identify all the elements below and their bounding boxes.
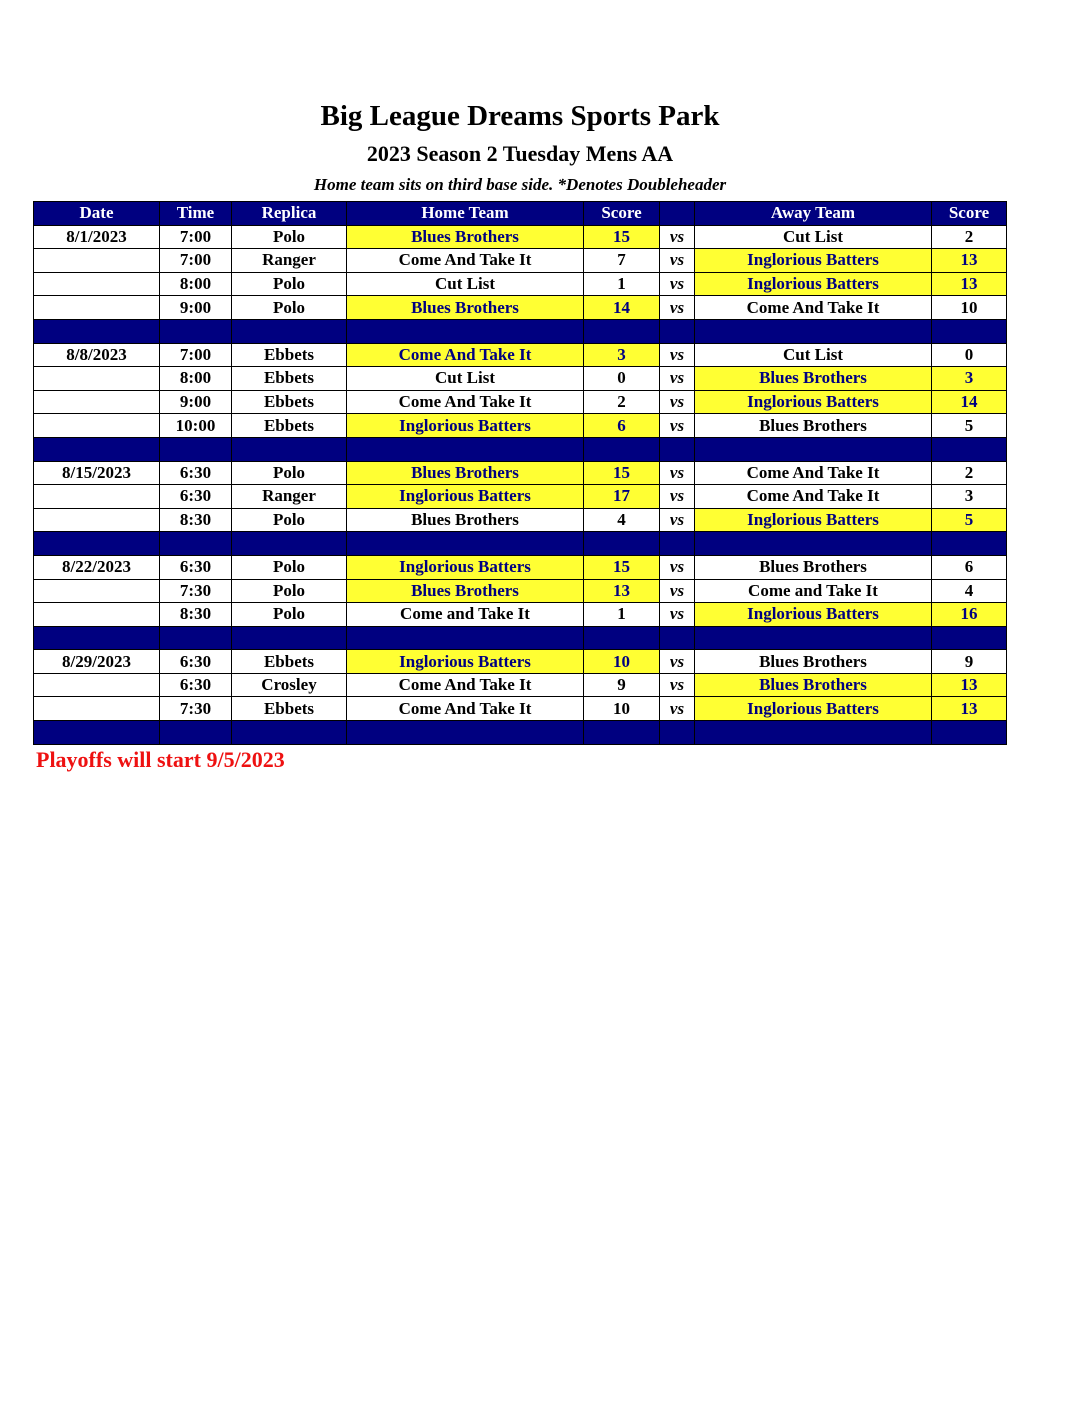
away-team: Inglorious Batters xyxy=(695,508,932,532)
home-team: Inglorious Batters xyxy=(347,414,584,438)
separator-cell xyxy=(584,437,660,461)
game-date xyxy=(34,673,160,697)
game-date xyxy=(34,579,160,603)
home-team: Blues Brothers xyxy=(347,461,584,485)
table-row xyxy=(34,225,1007,249)
game-date: 8/1/2023 xyxy=(34,225,160,249)
away-score: 10 xyxy=(932,296,1007,320)
separator-cell xyxy=(232,626,347,650)
away-team: Blues Brothers xyxy=(695,367,932,391)
home-team: Cut List xyxy=(347,367,584,391)
away-score: 6 xyxy=(932,555,1007,579)
separator-cell xyxy=(695,437,932,461)
game-time: 9:00 xyxy=(160,390,232,414)
away-team: Cut List xyxy=(695,343,932,367)
game-time: 7:30 xyxy=(160,697,232,721)
separator-cell xyxy=(347,626,584,650)
separator-cell xyxy=(932,721,1007,745)
schedule-note: Home team sits on third base side. *Denotes Doubleheader xyxy=(313,175,727,194)
table-row xyxy=(34,673,1007,697)
game-date: 8/29/2023 xyxy=(34,650,160,674)
week-separator-row xyxy=(34,319,1007,343)
game-field: Polo xyxy=(232,225,347,249)
separator-cell xyxy=(584,319,660,343)
table-row xyxy=(34,485,1007,509)
away-team: Inglorious Batters xyxy=(695,272,932,296)
game-field: Ebbets xyxy=(232,367,347,391)
separator-cell xyxy=(232,319,347,343)
game-time: 8:00 xyxy=(160,367,232,391)
home-team: Come And Take It xyxy=(347,673,584,697)
away-score: 13 xyxy=(932,272,1007,296)
away-score: 0 xyxy=(932,343,1007,367)
separator-cell xyxy=(347,437,584,461)
separator-cell xyxy=(34,532,160,556)
separator-cell xyxy=(347,319,584,343)
separator-cell xyxy=(660,721,695,745)
home-score: 6 xyxy=(584,414,660,438)
game-field: Ebbets xyxy=(232,343,347,367)
away-score: 2 xyxy=(932,461,1007,485)
game-date xyxy=(34,367,160,391)
home-score: 17 xyxy=(584,485,660,509)
table-row xyxy=(34,461,1007,485)
away-team: Inglorious Batters xyxy=(695,603,932,627)
page-title: Big League Dreams Sports Park xyxy=(320,100,720,132)
separator-cell xyxy=(347,721,584,745)
game-field: Ebbets xyxy=(232,390,347,414)
separator-cell xyxy=(232,437,347,461)
away-team: Blues Brothers xyxy=(695,414,932,438)
separator-cell xyxy=(584,532,660,556)
vs-label: vs xyxy=(660,650,695,674)
column-header-home-score: Score xyxy=(584,202,660,226)
home-team: Blues Brothers xyxy=(347,579,584,603)
game-field: Ranger xyxy=(232,485,347,509)
playoffs-notice: Playoffs will start 9/5/2023 xyxy=(36,747,285,772)
game-date xyxy=(34,414,160,438)
table-row xyxy=(34,367,1007,391)
vs-label: vs xyxy=(660,603,695,627)
week-separator-row xyxy=(34,532,1007,556)
away-team: Blues Brothers xyxy=(695,555,932,579)
game-date xyxy=(34,603,160,627)
column-header-away-team: Away Team xyxy=(695,202,932,226)
away-score: 2 xyxy=(932,225,1007,249)
game-time: 7:00 xyxy=(160,225,232,249)
separator-cell xyxy=(160,721,232,745)
game-date: 8/8/2023 xyxy=(34,343,160,367)
home-team: Come and Take It xyxy=(347,603,584,627)
vs-label: vs xyxy=(660,485,695,509)
vs-label: vs xyxy=(660,555,695,579)
game-field: Polo xyxy=(232,579,347,603)
away-team: Inglorious Batters xyxy=(695,249,932,273)
separator-cell xyxy=(584,626,660,650)
away-team: Come And Take It xyxy=(695,461,932,485)
game-date: 8/22/2023 xyxy=(34,555,160,579)
page-subtitle: 2023 Season 2 Tuesday Mens AA xyxy=(366,141,674,166)
vs-label: vs xyxy=(660,390,695,414)
separator-cell xyxy=(660,532,695,556)
game-date xyxy=(34,296,160,320)
home-team: Inglorious Batters xyxy=(347,485,584,509)
home-score: 0 xyxy=(584,367,660,391)
separator-cell xyxy=(932,532,1007,556)
table-row xyxy=(34,343,1007,367)
table-row xyxy=(34,249,1007,273)
separator-cell xyxy=(160,319,232,343)
game-date xyxy=(34,272,160,296)
home-team: Come And Take It xyxy=(347,390,584,414)
away-score: 3 xyxy=(932,367,1007,391)
column-header-home-team: Home Team xyxy=(347,202,584,226)
home-team: Inglorious Batters xyxy=(347,555,584,579)
game-time: 6:30 xyxy=(160,555,232,579)
home-score: 1 xyxy=(584,603,660,627)
vs-label: vs xyxy=(660,461,695,485)
column-header-date: Date xyxy=(34,202,160,226)
game-time: 8:30 xyxy=(160,508,232,532)
separator-cell xyxy=(232,532,347,556)
away-score: 5 xyxy=(932,508,1007,532)
away-score: 4 xyxy=(932,579,1007,603)
away-team: Come And Take It xyxy=(695,485,932,509)
home-score: 10 xyxy=(584,697,660,721)
away-team: Inglorious Batters xyxy=(695,697,932,721)
away-score: 13 xyxy=(932,697,1007,721)
vs-label: vs xyxy=(660,296,695,320)
vs-label: vs xyxy=(660,343,695,367)
table-row xyxy=(34,555,1007,579)
home-team: Blues Brothers xyxy=(347,508,584,532)
game-time: 10:00 xyxy=(160,414,232,438)
separator-cell xyxy=(660,626,695,650)
game-field: Polo xyxy=(232,296,347,320)
table-row xyxy=(34,414,1007,438)
separator-cell xyxy=(695,532,932,556)
home-team: Come And Take It xyxy=(347,249,584,273)
away-score: 13 xyxy=(932,673,1007,697)
game-date xyxy=(34,249,160,273)
game-field: Crosley xyxy=(232,673,347,697)
game-field: Polo xyxy=(232,508,347,532)
away-score: 16 xyxy=(932,603,1007,627)
table-row xyxy=(34,272,1007,296)
column-header-vs xyxy=(660,202,695,226)
game-time: 6:30 xyxy=(160,485,232,509)
week-separator-row xyxy=(34,626,1007,650)
vs-label: vs xyxy=(660,673,695,697)
game-field: Polo xyxy=(232,555,347,579)
away-team: Come and Take It xyxy=(695,579,932,603)
table-row xyxy=(34,650,1007,674)
away-team: Come And Take It xyxy=(695,296,932,320)
game-time: 8:00 xyxy=(160,272,232,296)
schedule-table xyxy=(33,201,1007,745)
game-time: 9:00 xyxy=(160,296,232,320)
home-score: 15 xyxy=(584,461,660,485)
column-header-replica: Replica xyxy=(232,202,347,226)
away-team: Cut List xyxy=(695,225,932,249)
separator-cell xyxy=(660,319,695,343)
separator-cell xyxy=(34,437,160,461)
table-header-row xyxy=(34,202,1007,226)
separator-cell xyxy=(34,319,160,343)
separator-cell xyxy=(932,437,1007,461)
vs-label: vs xyxy=(660,697,695,721)
home-score: 15 xyxy=(584,225,660,249)
away-score: 3 xyxy=(932,485,1007,509)
separator-cell xyxy=(34,626,160,650)
home-score: 14 xyxy=(584,296,660,320)
table-row xyxy=(34,390,1007,414)
away-team: Blues Brothers xyxy=(695,650,932,674)
home-score: 2 xyxy=(584,390,660,414)
away-score: 14 xyxy=(932,390,1007,414)
home-score: 4 xyxy=(584,508,660,532)
vs-label: vs xyxy=(660,579,695,603)
home-score: 7 xyxy=(584,249,660,273)
vs-label: vs xyxy=(660,414,695,438)
home-team: Come And Take It xyxy=(347,343,584,367)
game-field: Ebbets xyxy=(232,650,347,674)
separator-cell xyxy=(584,721,660,745)
game-field: Ranger xyxy=(232,249,347,273)
column-header-time: Time xyxy=(160,202,232,226)
home-score: 10 xyxy=(584,650,660,674)
away-team: Blues Brothers xyxy=(695,673,932,697)
home-team: Blues Brothers xyxy=(347,296,584,320)
away-score: 9 xyxy=(932,650,1007,674)
home-score: 1 xyxy=(584,272,660,296)
game-time: 8:30 xyxy=(160,603,232,627)
separator-cell xyxy=(160,437,232,461)
game-field: Ebbets xyxy=(232,697,347,721)
home-team: Inglorious Batters xyxy=(347,650,584,674)
separator-cell xyxy=(695,721,932,745)
game-date xyxy=(34,485,160,509)
home-team: Cut List xyxy=(347,272,584,296)
separator-cell xyxy=(34,721,160,745)
game-date xyxy=(34,390,160,414)
table-row xyxy=(34,296,1007,320)
vs-label: vs xyxy=(660,272,695,296)
game-time: 6:30 xyxy=(160,650,232,674)
home-score: 9 xyxy=(584,673,660,697)
game-time: 6:30 xyxy=(160,461,232,485)
table-row xyxy=(34,697,1007,721)
away-score: 13 xyxy=(932,249,1007,273)
vs-label: vs xyxy=(660,249,695,273)
separator-cell xyxy=(232,721,347,745)
vs-label: vs xyxy=(660,225,695,249)
column-header-away-score: Score xyxy=(932,202,1007,226)
separator-cell xyxy=(695,626,932,650)
separator-cell xyxy=(160,532,232,556)
separator-cell xyxy=(660,437,695,461)
home-team: Blues Brothers xyxy=(347,225,584,249)
week-separator-row xyxy=(34,721,1007,745)
separator-cell xyxy=(932,319,1007,343)
home-score: 13 xyxy=(584,579,660,603)
schedule-body xyxy=(34,225,1007,744)
table-row xyxy=(34,603,1007,627)
table-row xyxy=(34,579,1007,603)
vs-label: vs xyxy=(660,508,695,532)
away-score: 5 xyxy=(932,414,1007,438)
away-team: Inglorious Batters xyxy=(695,390,932,414)
game-date: 8/15/2023 xyxy=(34,461,160,485)
game-time: 7:30 xyxy=(160,579,232,603)
home-score: 3 xyxy=(584,343,660,367)
vs-label: vs xyxy=(660,367,695,391)
game-field: Ebbets xyxy=(232,414,347,438)
game-date xyxy=(34,508,160,532)
game-field: Polo xyxy=(232,461,347,485)
separator-cell xyxy=(695,319,932,343)
game-time: 7:00 xyxy=(160,343,232,367)
separator-cell xyxy=(932,626,1007,650)
game-date xyxy=(34,697,160,721)
home-team: Come And Take It xyxy=(347,697,584,721)
game-time: 6:30 xyxy=(160,673,232,697)
separator-cell xyxy=(347,532,584,556)
separator-cell xyxy=(160,626,232,650)
game-field: Polo xyxy=(232,272,347,296)
game-time: 7:00 xyxy=(160,249,232,273)
week-separator-row xyxy=(34,437,1007,461)
game-field: Polo xyxy=(232,603,347,627)
home-score: 15 xyxy=(584,555,660,579)
table-row xyxy=(34,508,1007,532)
